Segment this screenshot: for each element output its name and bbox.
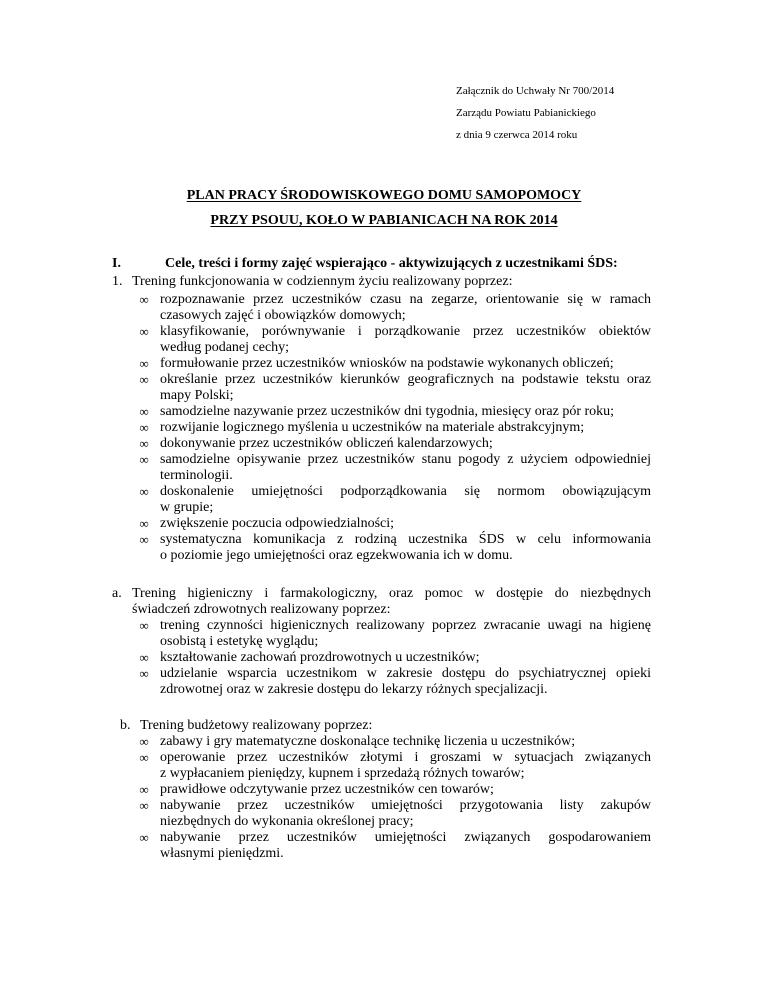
list-item-continuation: terminologii.	[160, 468, 233, 483]
list-item-continuation: o poziomie jego umiejętności oraz egzekwowania ich w domu.	[160, 548, 513, 563]
infinity-bullet-icon: ∞	[139, 782, 149, 797]
item-a-label: a.	[112, 586, 122, 601]
list-item-continuation: w grupie;	[160, 500, 214, 515]
list-item-continuation: z wypłacaniem pieniędzy, kupnem i sprzedażą różnych towarów;	[160, 766, 525, 781]
list-item: doskonalenie umiejętności podporządkowania się normom obowiązującym	[160, 484, 651, 499]
infinity-bullet-icon: ∞	[139, 372, 149, 387]
list-item: samodzielne nazywanie przez uczestników dni tygodnia, miesięcy oraz pór roku;	[160, 404, 615, 419]
infinity-bullet-icon: ∞	[139, 650, 149, 665]
infinity-bullet-icon: ∞	[139, 798, 149, 813]
list-item: rozpoznawanie przez uczestników czasu na zegarze, orientowanie się w ramach	[160, 292, 651, 307]
list-item-continuation: według podanej cechy;	[160, 340, 290, 355]
infinity-bullet-icon: ∞	[139, 734, 149, 749]
infinity-bullet-icon: ∞	[139, 618, 149, 633]
list-item: nabywanie przez uczestników umiejętności związanych gospodarowaniem	[160, 830, 651, 845]
infinity-bullet-icon: ∞	[139, 452, 149, 467]
list-item: kształtowanie zachowań prozdrowotnych u uczestników;	[160, 650, 480, 665]
infinity-bullet-icon: ∞	[139, 356, 149, 371]
infinity-bullet-icon: ∞	[139, 404, 149, 419]
infinity-bullet-icon: ∞	[139, 420, 149, 435]
infinity-bullet-icon: ∞	[139, 750, 149, 765]
list-item: formułowanie przez uczestników wniosków na podstawie wykonanych obliczeń;	[160, 356, 614, 371]
document-title-line-1: PLAN PRACY ŚRODOWISKOWEGO DOMU SAMOPOMOCY	[186, 188, 582, 203]
list-item: określanie przez uczestników kierunków geograficznych na podstawie tekstu oraz	[160, 372, 651, 387]
infinity-bullet-icon: ∞	[139, 532, 149, 547]
list-item: zabawy i gry matematyczne doskonalące technikę liczenia u uczestników;	[160, 734, 576, 749]
list-item-continuation: własnymi pieniędzmi.	[160, 846, 284, 861]
list-item: zwiększenie poczucia odpowiedzialności;	[160, 516, 395, 531]
item-a-intro-continuation: świadczeń zdrowotnych realizowany poprzez:	[132, 602, 391, 617]
list-item: samodzielne opisywanie przez uczestników stanu pogody z użyciem odpowiedniej	[160, 452, 651, 467]
list-item: trening czynności higienicznych realizowany poprzez zwracanie uwagi na higienę	[160, 618, 651, 633]
document-title-line-2: PRZY PSOUU, KOŁO W PABIANICACH NA ROK 2014	[210, 213, 558, 228]
item-1-label: 1.	[112, 274, 123, 289]
list-item: prawidłowe odczytywanie przez uczestników cen towarów;	[160, 782, 494, 797]
item-1-intro: Trening funkcjonowania w codziennym życiu realizowany poprzez:	[132, 274, 513, 289]
annex-header	[456, 80, 614, 146]
infinity-bullet-icon: ∞	[139, 484, 149, 499]
list-item: dokonywanie przez uczestników obliczeń kalendarzowych;	[160, 436, 493, 451]
list-item-continuation: niezbędnych do wykonania określonej pracy;	[160, 814, 414, 829]
infinity-bullet-icon: ∞	[139, 324, 149, 339]
item-b-label: b.	[120, 718, 131, 733]
infinity-bullet-icon: ∞	[139, 516, 149, 531]
section-number: I.	[112, 256, 121, 271]
list-item: klasyfikowanie, porównywanie i porządkowanie przez uczestników obiektów	[160, 324, 651, 339]
list-item-continuation: osobistą i estetykę wyglądu;	[160, 634, 319, 649]
list-item-continuation: zdrowotnej oraz w zakresie dostępu do lekarzy różnych specjalizacji.	[160, 682, 548, 697]
section-heading: Cele, treści i formy zajęć wspierająco - aktywizujących z uczestnikami ŚDS:	[165, 256, 618, 271]
list-item-continuation: mapy Polski;	[160, 388, 234, 403]
infinity-bullet-icon: ∞	[139, 436, 149, 451]
infinity-bullet-icon: ∞	[139, 666, 149, 681]
list-item: rozwijanie logicznego myślenia u uczestników na materiale abstrakcyjnym;	[160, 420, 585, 435]
infinity-bullet-icon: ∞	[139, 292, 149, 307]
list-item: systematyczna komunikacja z rodziną uczestnika ŚDS w celu informowania	[160, 532, 651, 547]
annex-line-2: Zarządu Powiatu Pabianickiego	[456, 107, 596, 119]
infinity-bullet-icon: ∞	[139, 830, 149, 845]
item-a-intro: Trening higieniczny i farmakologiczny, oraz pomoc w dostępie do niezbędnych	[132, 586, 651, 601]
annex-line-1: Załącznik do Uchwały Nr 700/2014	[456, 85, 615, 97]
annex-line-3: z dnia 9 czerwca 2014 roku	[456, 129, 578, 141]
list-item-continuation: czasowych zajęć i obowiązków domowych;	[160, 308, 406, 323]
list-item: nabywanie przez uczestników umiejętności przygotowania listy zakupów	[160, 798, 651, 813]
list-item: udzielanie wsparcia uczestnikom w zakresie dostępu do psychiatrycznej opieki	[160, 666, 651, 681]
list-item: operowanie przez uczestników złotymi i groszami w sytuacjach związanych	[160, 750, 651, 765]
item-b-intro: Trening budżetowy realizowany poprzez:	[140, 718, 373, 733]
